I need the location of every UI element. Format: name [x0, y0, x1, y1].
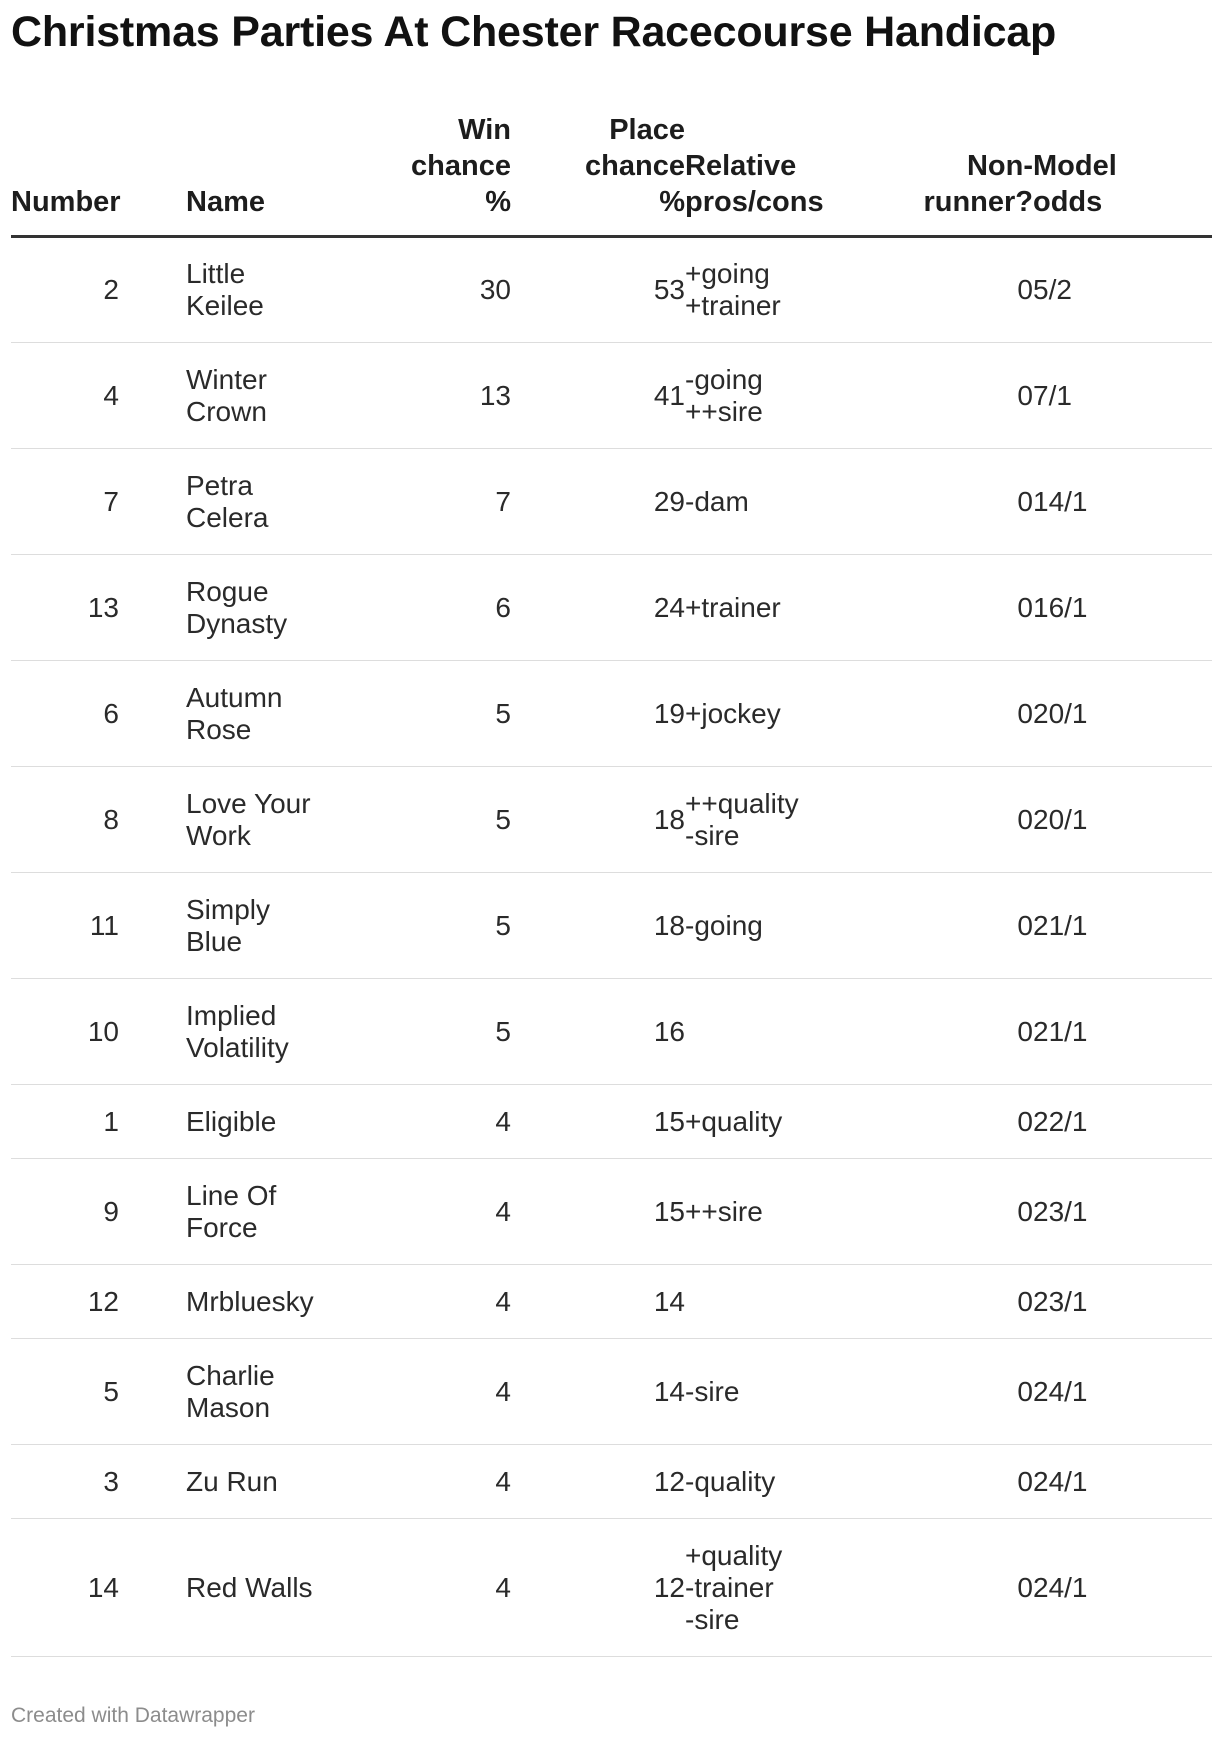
- header-nonrunner: [859, 112, 1033, 237]
- cell-win: 4: [361, 1339, 511, 1445]
- cell-line: Volatility: [186, 1031, 289, 1063]
- header-place: [511, 112, 685, 237]
- cell-number: 14: [11, 1519, 186, 1657]
- cell-nonrunner: 0: [859, 449, 1033, 555]
- cell-odds: 22/1: [1033, 1085, 1212, 1159]
- cell-line: -sire: [685, 1375, 740, 1407]
- header-label-line: Number: [11, 186, 121, 218]
- cell-line: Zu Run: [186, 1465, 278, 1497]
- cell-win: 5: [361, 661, 511, 767]
- cell-place: 53: [511, 237, 685, 343]
- cell-line: +trainer: [685, 290, 781, 321]
- cell-number: 8: [11, 767, 186, 873]
- header-label-line: chance: [411, 150, 511, 182]
- cell-place: 18: [511, 873, 685, 979]
- cell-line: +going: [685, 258, 770, 289]
- header-label-line: odds: [1033, 186, 1103, 218]
- cell-name: [186, 555, 361, 661]
- cell-relative: [685, 343, 859, 449]
- cell-place: 12: [511, 1519, 685, 1657]
- cell-odds: 21/1: [1033, 873, 1212, 979]
- table-row: [11, 1159, 1212, 1265]
- cell-line: -sire: [685, 1603, 740, 1635]
- header-label-line: Relative: [685, 150, 797, 182]
- cell-place: 29: [511, 449, 685, 555]
- cell-number: 11: [11, 873, 186, 979]
- cell-nonrunner: 0: [859, 237, 1033, 343]
- table-row: [11, 661, 1212, 767]
- cell-line: Mason: [186, 1391, 271, 1423]
- cell-number: 5: [11, 1339, 186, 1445]
- chart-title: Christmas Parties At Chester Racecourse Handicap: [11, 8, 1057, 56]
- cell-line: +jockey: [685, 697, 781, 729]
- cell-line: Simply: [186, 893, 271, 925]
- cell-name: [186, 1519, 361, 1657]
- cell-number: 3: [11, 1445, 186, 1519]
- cell-place: 15: [511, 1159, 685, 1265]
- cell-name: [186, 1159, 361, 1265]
- cell-win: 4: [361, 1085, 511, 1159]
- cell-relative: [685, 1339, 859, 1445]
- cell-line: Autumn: [186, 681, 283, 713]
- cell-line: Crown: [186, 395, 267, 427]
- cell-place: 15: [511, 1085, 685, 1159]
- cell-line: Rose: [186, 713, 252, 745]
- cell-line: -dam: [685, 485, 749, 517]
- header-label-line: Win: [458, 114, 511, 146]
- cell-name: [186, 343, 361, 449]
- cell-nonrunner: 0: [859, 555, 1033, 661]
- cell-relative: [685, 661, 859, 767]
- cell-line: -sire: [685, 819, 740, 851]
- cell-line: Keilee: [186, 290, 264, 321]
- cell-odds: 24/1: [1033, 1339, 1212, 1445]
- cell-line: -going: [685, 909, 763, 941]
- header-relative: [685, 112, 859, 237]
- cell-name: [186, 1339, 361, 1445]
- cell-win: 4: [361, 1445, 511, 1519]
- cell-relative: [685, 767, 859, 873]
- header-odds: [1033, 112, 1212, 237]
- cell-line: ++sire: [685, 1195, 763, 1227]
- table-header: [11, 112, 1212, 237]
- header-label-line: Model: [1033, 150, 1117, 182]
- cell-odds: 5/2: [1033, 237, 1212, 343]
- cell-place: 14: [511, 1265, 685, 1339]
- table-row: [11, 1445, 1212, 1519]
- cell-line: Little: [186, 258, 246, 289]
- table-row: [11, 343, 1212, 449]
- cell-nonrunner: 0: [859, 1339, 1033, 1445]
- cell-line: Line Of: [186, 1179, 277, 1211]
- cell-odds: 7/1: [1033, 343, 1212, 449]
- cell-odds: 24/1: [1033, 1519, 1212, 1657]
- cell-line: -trainer: [685, 1571, 774, 1603]
- cell-nonrunner: 0: [859, 979, 1033, 1085]
- cell-name: [186, 1085, 361, 1159]
- cell-win: 5: [361, 767, 511, 873]
- cell-nonrunner: 0: [859, 1265, 1033, 1339]
- cell-nonrunner: 0: [859, 873, 1033, 979]
- header-win: [361, 112, 511, 237]
- cell-line: Force: [186, 1211, 258, 1243]
- cell-line: +trainer: [685, 591, 781, 623]
- table-row: [11, 1519, 1212, 1657]
- cell-line: +quality: [685, 1105, 783, 1137]
- cell-odds: 14/1: [1033, 449, 1212, 555]
- cell-number: 7: [11, 449, 186, 555]
- cell-name: [186, 661, 361, 767]
- cell-place: 18: [511, 767, 685, 873]
- cell-line: Mrbluesky: [186, 1285, 314, 1317]
- cell-name: [186, 449, 361, 555]
- cell-number: 12: [11, 1265, 186, 1339]
- header-label-line: Place: [609, 114, 685, 146]
- table-row: [11, 1265, 1212, 1339]
- cell-number: 1: [11, 1085, 186, 1159]
- table-row: [11, 873, 1212, 979]
- cell-odds: 20/1: [1033, 661, 1212, 767]
- cell-number: 2: [11, 237, 186, 343]
- cell-name: [186, 767, 361, 873]
- cell-name: [186, 1445, 361, 1519]
- header-label-line: %: [485, 186, 511, 218]
- header-label-line: Name: [186, 186, 265, 218]
- cell-relative: [685, 1085, 859, 1159]
- table-row: [11, 237, 1212, 343]
- cell-win: 4: [361, 1159, 511, 1265]
- cell-nonrunner: 0: [859, 661, 1033, 767]
- cell-place: 12: [511, 1445, 685, 1519]
- header-label-line: pros/cons: [685, 186, 824, 218]
- cell-odds: 23/1: [1033, 1159, 1212, 1265]
- cell-place: 24: [511, 555, 685, 661]
- cell-nonrunner: 0: [859, 1085, 1033, 1159]
- cell-nonrunner: 0: [859, 1159, 1033, 1265]
- cell-relative: [685, 1519, 859, 1657]
- cell-relative: [685, 1159, 859, 1265]
- header-label-line: chance: [585, 150, 685, 182]
- cell-place: 16: [511, 979, 685, 1085]
- cell-line: Petra: [186, 469, 253, 501]
- cell-nonrunner: 0: [859, 1445, 1033, 1519]
- cell-win: 30: [361, 237, 511, 343]
- cell-line: ++quality: [685, 787, 799, 819]
- cell-number: 4: [11, 343, 186, 449]
- cell-line: -going: [685, 363, 763, 395]
- table-body: [11, 237, 1212, 1657]
- header-name: [186, 112, 361, 237]
- table-row: [11, 449, 1212, 555]
- cell-name: [186, 1265, 361, 1339]
- cell-number: 10: [11, 979, 186, 1085]
- cell-win: 6: [361, 555, 511, 661]
- cell-relative: [685, 1265, 859, 1339]
- cell-win: 13: [361, 343, 511, 449]
- cell-nonrunner: 0: [859, 1519, 1033, 1657]
- cell-odds: 16/1: [1033, 555, 1212, 661]
- cell-name: [186, 237, 361, 343]
- cell-nonrunner: 0: [859, 767, 1033, 873]
- cell-number: 6: [11, 661, 186, 767]
- table-row: [11, 1085, 1212, 1159]
- cell-line: Blue: [186, 925, 243, 957]
- cell-odds: 23/1: [1033, 1265, 1212, 1339]
- header-label-line: %: [659, 186, 685, 218]
- cell-line: Love Your: [186, 787, 311, 819]
- cell-line: Celera: [186, 501, 269, 533]
- cell-line: Work: [186, 819, 251, 851]
- credit-footer: Created with Datawrapper: [11, 1704, 255, 1727]
- cell-line: ++sire: [685, 395, 763, 427]
- header-label-line: runner?: [923, 186, 1033, 218]
- cell-place: 19: [511, 661, 685, 767]
- table-row: [11, 767, 1212, 873]
- header-label-line: Non-: [966, 150, 1033, 182]
- cell-line: Rogue: [186, 575, 269, 607]
- cell-number: 9: [11, 1159, 186, 1265]
- cell-win: 7: [361, 449, 511, 555]
- cell-line: Winter: [186, 363, 267, 395]
- results-table: [11, 112, 1212, 1657]
- table-row: [11, 1339, 1212, 1445]
- cell-win: 5: [361, 979, 511, 1085]
- cell-relative: [685, 979, 859, 1085]
- cell-win: 4: [361, 1519, 511, 1657]
- cell-line: Eligible: [186, 1105, 277, 1137]
- cell-place: 41: [511, 343, 685, 449]
- cell-name: [186, 979, 361, 1085]
- cell-relative: [685, 873, 859, 979]
- cell-odds: 24/1: [1033, 1445, 1212, 1519]
- cell-place: 14: [511, 1339, 685, 1445]
- cell-relative: [685, 449, 859, 555]
- cell-line: Charlie: [186, 1359, 275, 1391]
- cell-line: Dynasty: [186, 607, 288, 639]
- cell-relative: [685, 555, 859, 661]
- cell-line: Red Walls: [186, 1571, 313, 1603]
- cell-odds: 21/1: [1033, 979, 1212, 1085]
- cell-relative: [685, 1445, 859, 1519]
- cell-name: [186, 873, 361, 979]
- cell-number: 13: [11, 555, 186, 661]
- cell-line: -quality: [685, 1465, 776, 1497]
- header-row: [11, 112, 1212, 237]
- cell-line: +quality: [685, 1539, 783, 1571]
- table-row: [11, 979, 1212, 1085]
- cell-odds: 20/1: [1033, 767, 1212, 873]
- cell-win: 4: [361, 1265, 511, 1339]
- cell-line: Implied: [186, 999, 277, 1031]
- cell-nonrunner: 0: [859, 343, 1033, 449]
- cell-win: 5: [361, 873, 511, 979]
- header-number: [11, 112, 186, 237]
- table-row: [11, 555, 1212, 661]
- cell-relative: [685, 237, 859, 343]
